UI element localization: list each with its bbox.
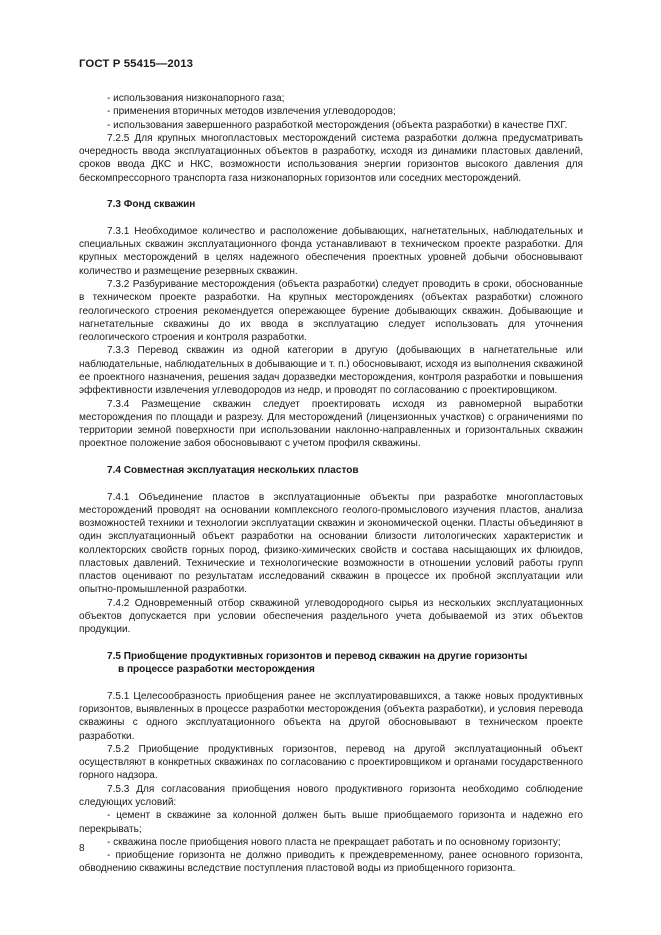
section-heading: 7.4 Совместная эксплуатация нескольких пластов [107, 464, 359, 476]
paragraph: 7.5.3 Для согласования приобщения нового продуктивного горизонта необходимо соблюдение следующих условий: [79, 783, 583, 808]
paragraph: 7.5.1 Целесообразность приобщения ранее не эксплуатировавшихся, а также новых продуктивных горизонтов, выявленных в процессе разработки месторождения (объекта разработки), и условия перевода скважины с одного эксплуатационного объекта на другой обосновывают в техническом проекте разработки. [79, 690, 583, 742]
paragraph: 7.3.2 Разбуривание месторождения (объекта разработки) следует проводить в сроки, обоснованные в техническом проекте разработки. На крупных месторождениях (объектах разработки) сложного геологического строения рекомендуется опережающее бурение добывающих скважин. Добывающие и нагнетательные скважины до их ввода в эксплуатацию следует использовать для уточнения геологического строения и контроля разработки. [79, 278, 583, 344]
paragraph: 7.5.2 Приобщение продуктивных горизонтов, перевод на другой эксплуатационный объект осуществляют в конкретных скважинах по согласованию с проектировщиком и органами государственного горного надзора. [79, 743, 583, 782]
paragraph: - цемент в скважине за колонной должен быть выше приобщаемого горизонта и надежно его перекрывать; [79, 810, 583, 835]
paragraph: - приобщение горизонта не должно приводить к преждевременному, ранее основного горизонта, обводнению скважины вследствие поступления пластовой воды из приобщенного горизонта. [79, 850, 583, 875]
paragraph: - скважина после приобщения нового пласта не прекращает работать и по основному горизонту; [107, 836, 561, 848]
paragraph: - использования низконапорного газа; [107, 93, 285, 104]
paragraph: - использования завершенного разработкой месторождения (объекта разработки) в качестве ПХГ. [107, 119, 568, 131]
paragraph: - применения вторичных методов извлечения углеводородов; [107, 106, 396, 118]
section-heading: 7.3 Фонд скважин [107, 199, 196, 211]
paragraph: 7.4.2 Одновременный отбор скважиной углеводородного сырья из нескольких эксплуатационных объектов допускается при условии обеспечения раздельного учета добываемой из этих объектов продукции. [79, 597, 583, 636]
standard-header: ГОСТ Р 55415—2013 [79, 58, 194, 70]
document-body [79, 92, 583, 876]
paragraph: 7.3.1 Необходимое количество и расположение добывающих, нагнетательных, наблюдательных и специальных скважин эксплуатационного фонда устанавливают в техническом проекте разработки. Для крупных месторождений в целях надежного обеспечения проектных уровней добычи обосновывают количество и размещение резервных скважин. [79, 225, 583, 277]
section-heading-line: в процессе разработки месторождения [118, 664, 315, 676]
page-number: 8 [79, 843, 85, 854]
paragraph: 7.3.4 Размещение скважин следует проектировать исходя из равномерной выработки месторождения по площади и разрезу. Для месторождений (лицензионных участков) с ограничениями по территории земной поверхности при использовании наклонно-направленных и горизонтальных скважин проектное положение забоя обосновывают с учетом профиля скважины. [79, 398, 583, 450]
section-heading [79, 650, 583, 677]
paragraph: 7.3.3 Перевод скважин из одной категории в другую (добывающих в нагнетательные или наблюдательные, наблюдательных в добывающие и т. п.) обосновывают, исходя из выполнения скважиной ее проектного назначения, решения задач доразведки месторождения, контроля разработки и повышения эффективности извлечения углеводородов из недр, и проводят по согласованию с проектировщиком. [79, 345, 583, 397]
section-heading-line: 7.5 Приобщение продуктивных горизонтов и перевод скважин на другие горизонты [107, 650, 528, 662]
paragraph: 7.4.1 Объединение пластов в эксплуатационные объекты при разработке многопластовых месторождений проводят на основании комплексного геолого-промыслового изучения пластов, анализа возможностей техники и технологии эксплуатации скважин и экономической оценки. Пласты объединяют в один эксплуатационный объект разработки на основании близости литологических характеристик и коллекторских свойств горных пород, физико-химических свойств и состава насыщающих их флюидов, пластовых давлений. Технические и технологические возможности в отношении условий работы групп пластов оценивают по результатам исследований скважин в процессе их пробной эксплуатации или опытно-промышленной разработки. [79, 491, 583, 596]
paragraph: 7.2.5 Для крупных многопластовых месторождений система разработки должна предусматривать очередность ввода эксплуатационных объектов в разработку, исходя из динамики пластовых давлений, сроков ввода ДКС и НКС, возможности использования энергии горизонтов высокого давления для бескомпрессорного транспорта газа низконапорных горизонтов или соседних месторождений. [79, 132, 583, 184]
